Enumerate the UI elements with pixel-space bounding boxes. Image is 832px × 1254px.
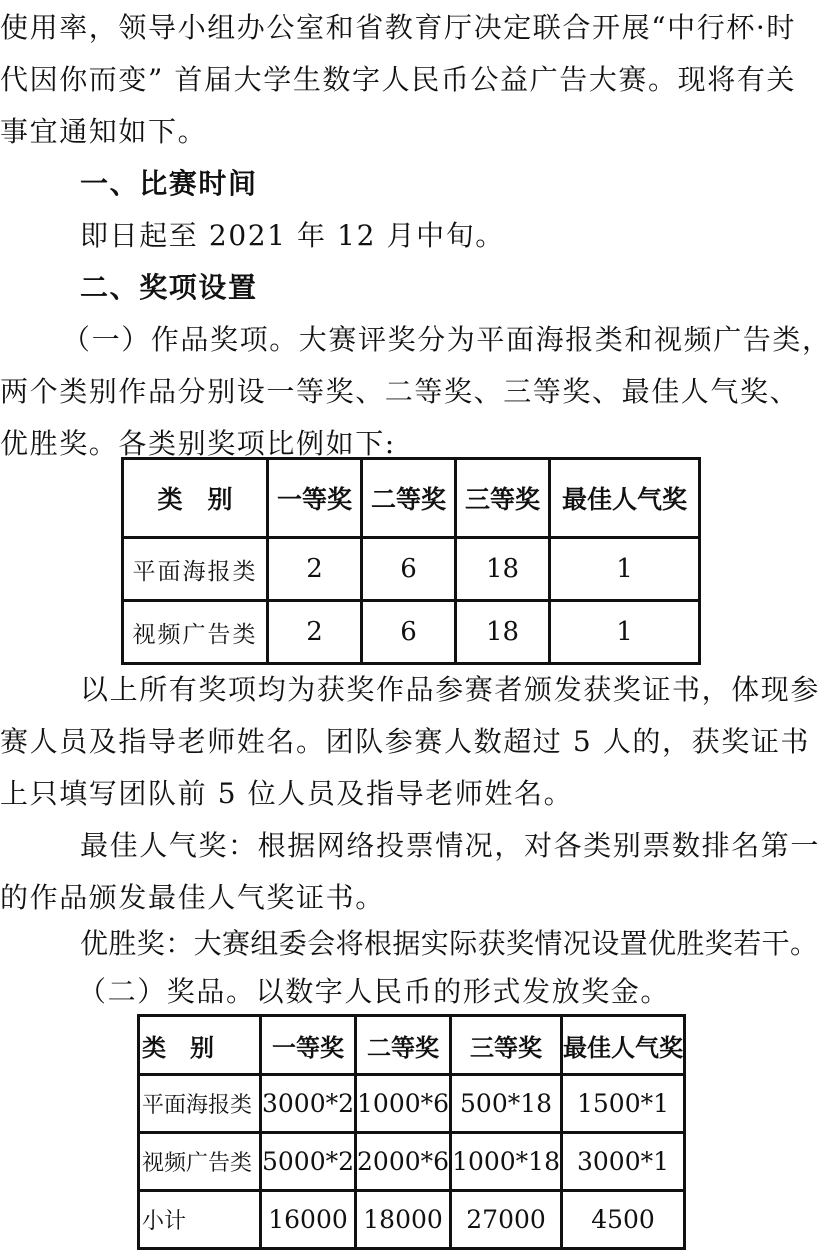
table-cell: 平面海报类 — [139, 1075, 261, 1133]
paragraph-line: 两个类别作品分别设一等奖、二等奖、三等奖、最佳人气奖、 — [0, 375, 800, 408]
table-cell: 27000 — [451, 1191, 562, 1249]
paragraph-line: 最佳人气奖：根据网络投票情况，对各类别票数排名第一 — [80, 829, 821, 862]
paragraph-line: 事宜通知如下。 — [0, 115, 208, 148]
section-heading-awards: 二、奖项设置 — [80, 271, 258, 304]
table-cell: 4500 — [562, 1191, 685, 1249]
table-cell: 平面海报类 — [123, 538, 268, 601]
table-cell: 3000*1 — [562, 1133, 685, 1191]
paragraph-line: 的作品颁发最佳人气奖证书。 — [0, 881, 385, 914]
prize-money-table — [137, 1014, 686, 1250]
table-header-cell: 三等奖 — [451, 1016, 562, 1075]
table-cell: 2 — [268, 538, 362, 601]
table-cell: 16000 — [261, 1191, 356, 1249]
table-header-cell: 类 别 — [123, 459, 268, 538]
table-header-cell: 一等奖 — [268, 459, 362, 538]
table-cell: 5000*2 — [261, 1133, 356, 1191]
table-cell: 18 — [456, 601, 550, 664]
table-header-cell: 最佳人气奖 — [562, 1016, 685, 1075]
table-cell: 视频广告类 — [123, 601, 268, 664]
paragraph-line: 上只填写团队前 5 位人员及指导老师姓名。 — [0, 777, 574, 810]
paragraph-line: 优胜奖。各类别奖项比例如下: — [0, 427, 396, 460]
table-cell: 3000*2 — [261, 1075, 356, 1133]
table-header-cell: 最佳人气奖 — [550, 459, 700, 538]
table-header-cell: 二等奖 — [356, 1016, 451, 1075]
awards-count-table — [121, 457, 701, 665]
table-row — [123, 538, 700, 601]
table-row — [139, 1075, 685, 1133]
table-cell: 500*18 — [451, 1075, 562, 1133]
table-row — [139, 1191, 685, 1249]
section-heading-time: 一、比赛时间 — [80, 167, 258, 200]
table-cell: 1000*6 — [356, 1075, 451, 1133]
table-cell: 6 — [362, 538, 456, 601]
paragraph-line: （二）奖品。以数字人民币的形式发放奖金。 — [78, 975, 671, 1008]
table-header-row — [123, 459, 700, 538]
paragraph-line: 使用率，领导小组办公室和省教育厅决定联合开展“中行杯·时 — [0, 11, 797, 44]
paragraph-line: 代因你而变” 首届大学生数字人民币公益广告大赛。现将有关 — [0, 63, 797, 96]
table-header-cell: 类 别 — [139, 1016, 261, 1075]
paragraph-line: （一）作品奖项。大赛评奖分为平面海报类和视频广告类， — [62, 323, 832, 356]
table-cell: 2 — [268, 601, 362, 664]
table-header-row — [139, 1016, 685, 1075]
table-row — [139, 1133, 685, 1191]
table-cell: 6 — [362, 601, 456, 664]
table-cell: 18000 — [356, 1191, 451, 1249]
table-row — [123, 601, 700, 664]
table-cell: 视频广告类 — [139, 1133, 261, 1191]
paragraph-line: 即日起至 2021 年 12 月中旬。 — [80, 219, 505, 252]
table-cell: 1 — [550, 601, 700, 664]
table-cell: 18 — [456, 538, 550, 601]
table-cell: 1000*18 — [451, 1133, 562, 1191]
table-cell: 1500*1 — [562, 1075, 685, 1133]
paragraph-line: 以上所有奖项均为获奖作品参赛者颁发获奖证书，体现参 — [80, 673, 821, 706]
paragraph-line: 优胜奖：大赛组委会将根据实际获奖情况设置优胜奖若干。 — [80, 927, 819, 960]
table-cell: 1 — [550, 538, 700, 601]
table-header-cell: 二等奖 — [362, 459, 456, 538]
table-cell: 2000*6 — [356, 1133, 451, 1191]
table-header-cell: 三等奖 — [456, 459, 550, 538]
table-header-cell: 一等奖 — [261, 1016, 356, 1075]
table-cell: 小计 — [139, 1191, 261, 1249]
paragraph-line: 赛人员及指导老师姓名。团队参赛人数超过 5 人的，获奖证书 — [0, 725, 811, 758]
